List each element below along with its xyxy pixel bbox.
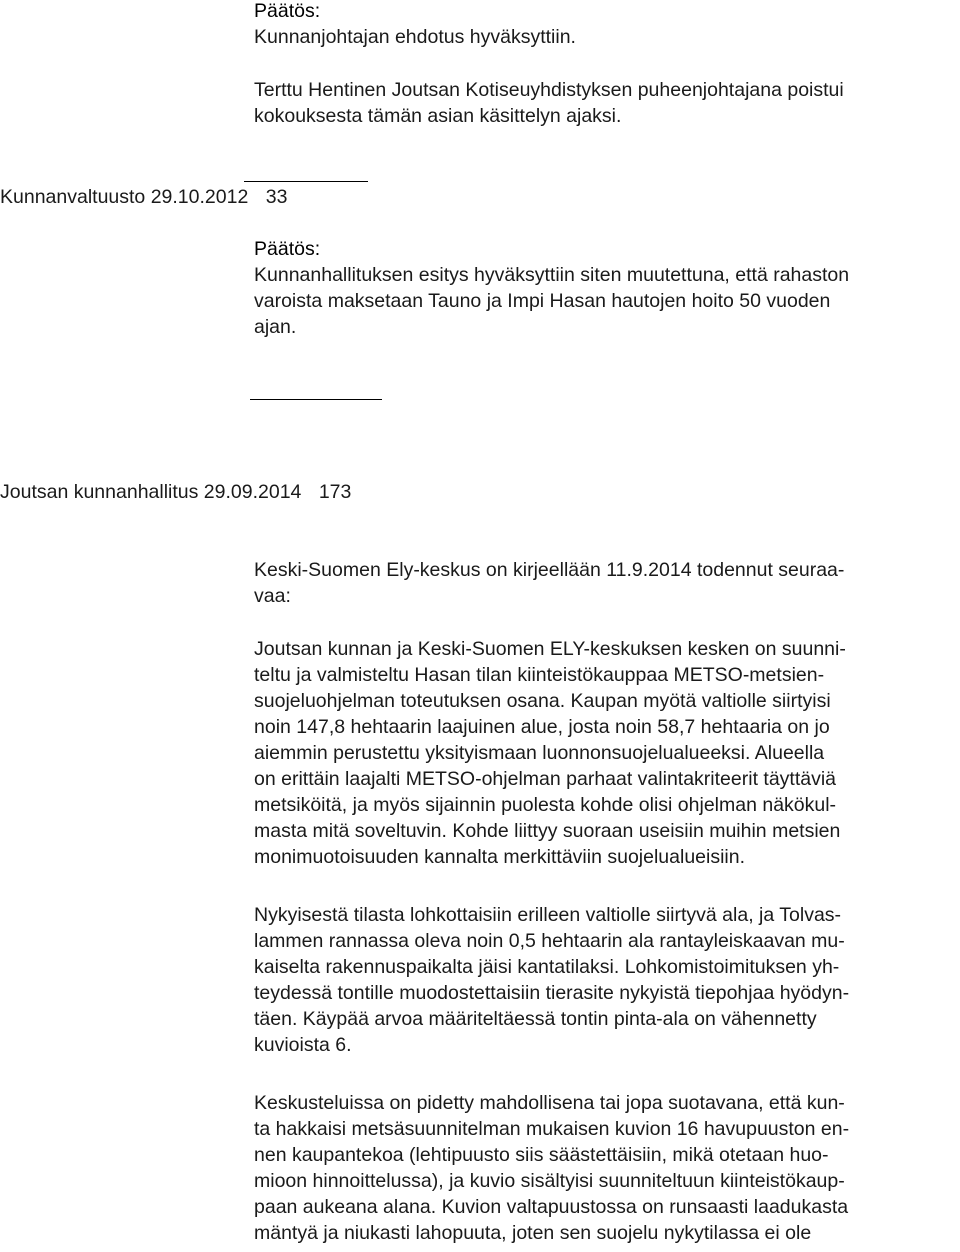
decision-text: Kunnanjohtajan ehdotus hyväksyttiin. [254,26,576,48]
section-separator [244,181,368,182]
paragraph-line: noin 147,8 hehtaarin laajuinen alue, josta noin 58,7 hehtaaria on jo [254,716,830,738]
paragraph-line: Nykyisestä tilasta lohkottaisiin erilleen valtiolle siirtyvä ala, ja Tolvas- [254,904,842,926]
paragraph-line: masta mitä soveltuvin. Kohde liittyy suoraan useisiin muihin metsien [254,820,841,842]
paragraph-line: mäntyä ja niukasti lahopuuta, joten sen suojelu nykytilassa ei ole [254,1222,812,1244]
paragraph-line: lammen rannassa oleva noin 0,5 hehtaarin ala rantayleiskaavan mu- [254,930,845,952]
section-number: 173 [318,481,352,503]
paragraph-line: metsiköitä, ja myös sijainnin puolesta kohde olisi ohjelman näkökul- [254,794,837,816]
note-line: kokouksesta tämän asian käsittelyn ajaksi. [254,105,622,127]
intro-line: Keski-Suomen Ely-keskus on kirjeellään 11.9.2014 todennut seuraa- [254,559,845,581]
paragraph-line: mioon hinnoittelussa), ja kuvio sisältyisi suunniteltuun kiinteistökaup- [254,1170,845,1192]
paragraph [254,1090,954,1246]
paragraph-line: täen. Käypää arvoa määriteltäessä tontin pinta-ala on vähennetty [254,1008,817,1030]
meeting-heading-text: Kunnanvaltuusto 29.10.2012 [0,186,249,208]
paragraph-line: teydessä tontille muodostettaisiin tierasite nykyistä tiepohjaa hyödyn- [254,982,850,1004]
paragraph-line: teltu ja valmisteltu Hasan tilan kiinteistökauppaa METSO-metsien- [254,664,825,686]
section-number: 33 [265,186,288,208]
decision-label: Päätös: [254,238,321,260]
paragraph-line: paan aukeana alana. Kuvion valtapuustossa on runsaasti laadukasta [254,1196,849,1218]
paragraph-line: kaiselta rakennuspaikalta jäisi kantatilaksi. Lohkomistoimituksen yh- [254,956,840,978]
meeting-heading-text: Joutsan kunnanhallitus 29.09.2014 [0,481,302,503]
paragraph-line: Joutsan kunnan ja Keski-Suomen ELY-keskuksen kesken on suunni- [254,638,846,660]
decision-line: Kunnanhallituksen esitys hyväksyttiin siten muutettuna, että rahaston [254,264,850,286]
meeting-heading [0,184,287,210]
note-line: Terttu Hentinen Joutsan Kotiseuyhdistyksen puheenjohtajana poistui [254,79,844,101]
section-separator [250,399,382,400]
paragraph-line: ta hakkaisi metsäsuunnitelman mukaisen kuvion 16 havupuuston en- [254,1118,850,1140]
intro-line: vaa: [254,585,291,607]
meeting-heading [0,479,351,505]
paragraph-line: aiemmin perustettu yksityismaan luonnonsuojelualueeksi. Alueella [254,742,825,764]
paragraph-line: suojeluohjelman toteutuksen osana. Kaupan myötä valtiolle siirtyisi [254,690,831,712]
paragraph-line: on erittäin laajalti METSO-ohjelman parhaat valintakriteerit täyttäviä [254,768,837,790]
decision-label: Päätös: [254,0,321,22]
decision-line: varoista maksetaan Tauno ja Impi Hasan hautojen hoito 50 vuoden [254,290,831,312]
paragraph-line: monimuotoisuuden kannalta merkittäviin suojelualueisiin. [254,846,746,868]
paragraph [254,636,954,870]
decision-line: ajan. [254,316,297,338]
paragraph-line: Keskusteluissa on pidetty mahdollisena tai jopa suotavana, että kun- [254,1092,845,1114]
paragraph [254,902,954,1058]
paragraph-line: nen kaupantekoa (lehtipuusto siis säästettäisiin, mikä otetaan huo- [254,1144,829,1166]
paragraph-line: kuvioista 6. [254,1034,352,1056]
